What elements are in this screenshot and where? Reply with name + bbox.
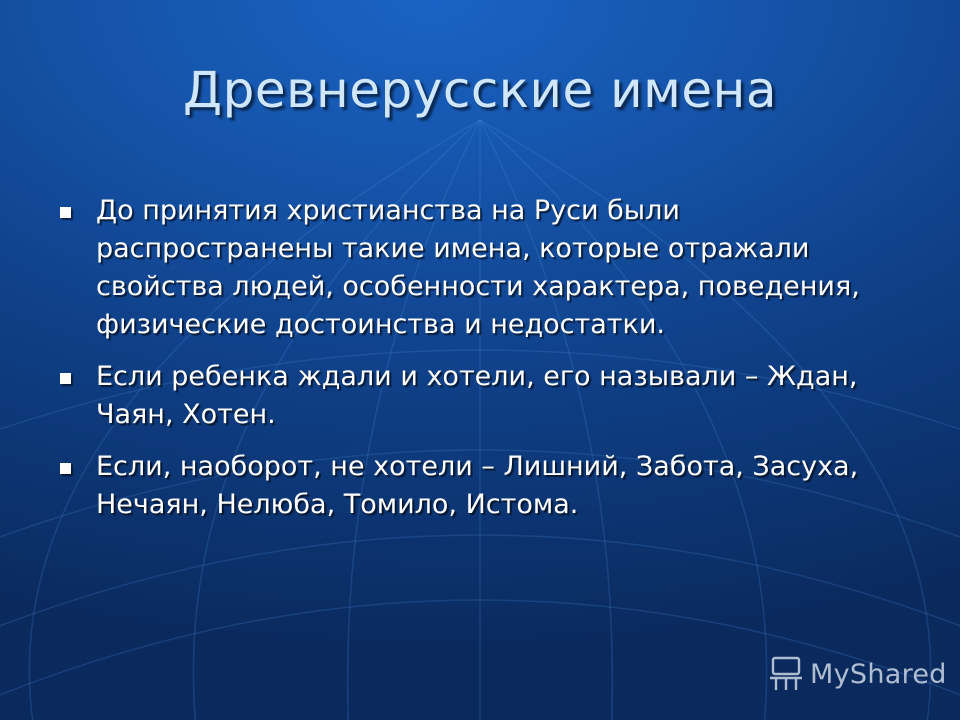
bullet-item-3 [58, 448, 918, 524]
bullet-text-3: Если, наоборот, не хотели – Лишний, Забота, Засуха, Нечаян, Нелюба, Томило, Истома. [96, 451, 859, 520]
bullet-item-1 [58, 192, 918, 344]
slide-title: Древнерусские имена [183, 61, 777, 119]
watermark [768, 654, 947, 694]
square-bullet-icon [60, 207, 71, 218]
bullet-text-1: До принятия христианства на Руси были распространены такие имена, которые отражали свойства людей, особенности характера, поведения, физические достоинства и недостатки. [96, 195, 860, 340]
square-bullet-icon [60, 463, 71, 474]
bullet-item-2 [58, 358, 918, 434]
bullet-list [58, 192, 918, 538]
myshared-logo-icon [768, 654, 804, 694]
watermark-text: MyShared [810, 658, 947, 690]
bullet-text-2: Если ребенка ждали и хотели, его называли – Ждан, Чаян, Хотен. [96, 361, 858, 430]
square-bullet-icon [60, 373, 71, 384]
